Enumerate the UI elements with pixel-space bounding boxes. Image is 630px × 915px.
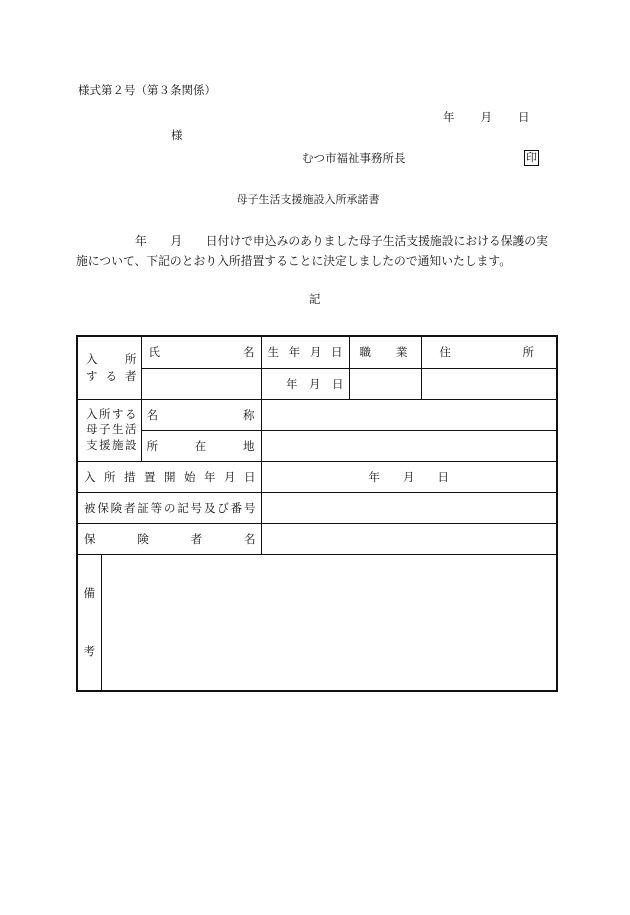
- addressee-honorific: 様: [171, 128, 183, 142]
- start-date-label: 入所措置開始年月日: [84, 469, 256, 484]
- facility-label-cell: [77, 399, 141, 461]
- insurance-card-value-cell: [261, 492, 557, 523]
- facility-name-label-cell: [141, 399, 261, 430]
- record-marker: 記: [309, 292, 321, 306]
- start-date-row: [77, 461, 557, 492]
- insurer-row: [77, 523, 557, 554]
- insurance-card-row: [77, 492, 557, 523]
- entrant-label-cell: [77, 336, 141, 399]
- address-header-cell: [421, 336, 557, 368]
- facility-label-line-2: 母子生活: [86, 422, 137, 437]
- address-header: 住所: [439, 345, 534, 360]
- insurer-label: 保険者名: [84, 531, 256, 546]
- entrant-name-value-cell: [141, 368, 261, 399]
- birthdate-placeholder: 年 月 日: [286, 376, 344, 391]
- insurer-value-cell: [261, 523, 557, 554]
- remarks-label-cell: [77, 554, 101, 691]
- facility-location-label: 所在地: [146, 438, 255, 453]
- facility-label-line-1: 入所する: [86, 406, 137, 421]
- birthdate-header: 生年月日: [267, 345, 343, 360]
- remarks-label: [78, 586, 101, 658]
- remarks-row: [77, 554, 557, 691]
- start-date-value-cell: [261, 461, 557, 492]
- facility-location-label-cell: [141, 430, 261, 461]
- remarks-label-char-2: 考: [83, 644, 95, 659]
- entrant-birthdate-value-cell: [261, 368, 349, 399]
- birthdate-header-cell: [261, 336, 349, 368]
- insurance-card-label-cell: [77, 492, 261, 523]
- issuer-name: むつ市福祉事務所長: [302, 151, 406, 165]
- facility-name-value-cell: [261, 399, 557, 430]
- entrant-occupation-value-cell: [349, 368, 421, 399]
- admission-details-table: [76, 335, 558, 692]
- notice-text-line-2: 施について、下記のとおり入所措置することに決定しましたので通知いたします。: [76, 254, 512, 268]
- notice-text-line-1: 年 月 日付けで申込みのありました母子生活支援施設における保護の実: [135, 234, 548, 248]
- facility-label-line-3: 支援施設: [86, 437, 137, 452]
- document-title: 母子生活支援施設入所承諾書: [236, 193, 380, 206]
- name-header: 氏名: [148, 345, 255, 360]
- entrant-label-line-1: 入所: [86, 351, 137, 366]
- entrant-address-value-cell: [421, 368, 557, 399]
- insurance-card-label: 被保険者証等の記号及び番号: [84, 500, 256, 515]
- facility-name-label: 名称: [146, 407, 255, 422]
- insurer-label-cell: [77, 523, 261, 554]
- remarks-value-cell: [101, 554, 557, 691]
- facility-location-row: [77, 430, 557, 461]
- start-date-placeholder: 年 月 日: [368, 469, 449, 484]
- start-date-label-cell: [77, 461, 261, 492]
- remarks-label-char-1: 備: [83, 586, 95, 601]
- entrant-value-row: [77, 368, 557, 399]
- facility-name-row: [77, 399, 557, 430]
- seal-mark: 印: [526, 151, 537, 164]
- occupation-header-cell: [349, 336, 421, 368]
- facility-location-value-cell: [261, 430, 557, 461]
- occupation-header: 職業: [359, 345, 408, 360]
- name-header-cell: [141, 336, 261, 368]
- entrant-label-line-2: する者: [86, 368, 137, 383]
- form-number: 様式第２号（第３条関係）: [78, 83, 216, 97]
- entrant-header-row: [77, 336, 557, 368]
- issue-date-line: 年 月 日: [443, 110, 531, 124]
